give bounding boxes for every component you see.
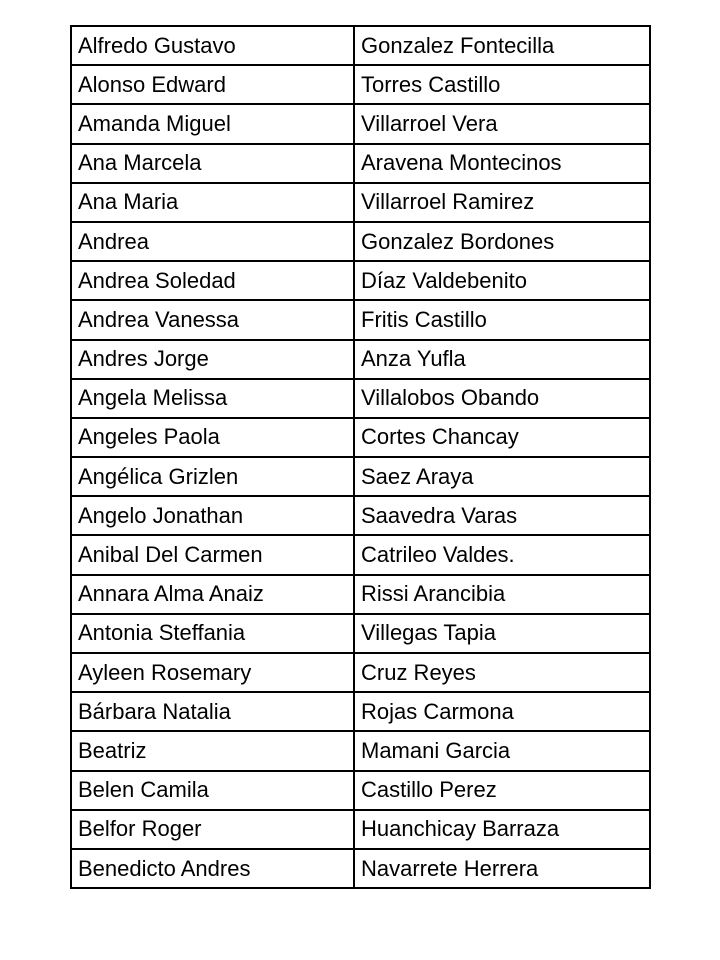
last-name-cell: Saavedra Varas xyxy=(354,496,650,535)
first-name-cell: Belfor Roger xyxy=(71,810,354,849)
last-name-cell: Díaz Valdebenito xyxy=(354,261,650,300)
table-row xyxy=(71,810,650,849)
first-name-cell: Angélica Grizlen xyxy=(71,457,354,496)
table-row xyxy=(71,575,650,614)
first-name-cell: Angela Melissa xyxy=(71,379,354,418)
table-row xyxy=(71,261,650,300)
table-row xyxy=(71,300,650,339)
names-table-body xyxy=(71,26,650,888)
last-name-cell: Fritis Castillo xyxy=(354,300,650,339)
first-name-cell: Angelo Jonathan xyxy=(71,496,354,535)
table-row xyxy=(71,144,650,183)
last-name-cell: Rojas Carmona xyxy=(354,692,650,731)
last-name-cell: Rissi Arancibia xyxy=(354,575,650,614)
table-row xyxy=(71,849,650,888)
last-name-cell: Torres Castillo xyxy=(354,65,650,104)
table-row xyxy=(71,418,650,457)
table-row xyxy=(71,457,650,496)
first-name-cell: Ayleen Rosemary xyxy=(71,653,354,692)
table-row xyxy=(71,692,650,731)
first-name-cell: Antonia Steffania xyxy=(71,614,354,653)
names-table xyxy=(70,25,651,889)
first-name-cell: Bárbara Natalia xyxy=(71,692,354,731)
first-name-cell: Alfredo Gustavo xyxy=(71,26,354,65)
last-name-cell: Huanchicay Barraza xyxy=(354,810,650,849)
last-name-cell: Mamani Garcia xyxy=(354,731,650,770)
last-name-cell: Aravena Montecinos xyxy=(354,144,650,183)
first-name-cell: Andrea Soledad xyxy=(71,261,354,300)
first-name-cell: Annara Alma Anaiz xyxy=(71,575,354,614)
table-row xyxy=(71,653,650,692)
last-name-cell: Villarroel Vera xyxy=(354,104,650,143)
table-row xyxy=(71,65,650,104)
table-row xyxy=(71,496,650,535)
last-name-cell: Castillo Perez xyxy=(354,771,650,810)
last-name-cell: Anza Yufla xyxy=(354,340,650,379)
first-name-cell: Anibal Del Carmen xyxy=(71,535,354,574)
last-name-cell: Catrileo Valdes. xyxy=(354,535,650,574)
first-name-cell: Ana Maria xyxy=(71,183,354,222)
table-row xyxy=(71,26,650,65)
last-name-cell: Gonzalez Fontecilla xyxy=(354,26,650,65)
table-row xyxy=(71,104,650,143)
first-name-cell: Alonso Edward xyxy=(71,65,354,104)
first-name-cell: Andrea xyxy=(71,222,354,261)
last-name-cell: Villalobos Obando xyxy=(354,379,650,418)
first-name-cell: Beatriz xyxy=(71,731,354,770)
table-row xyxy=(71,222,650,261)
table-row xyxy=(71,340,650,379)
last-name-cell: Cruz Reyes xyxy=(354,653,650,692)
table-row xyxy=(71,379,650,418)
table-row xyxy=(71,771,650,810)
table-row xyxy=(71,535,650,574)
last-name-cell: Villegas Tapia xyxy=(354,614,650,653)
last-name-cell: Gonzalez Bordones xyxy=(354,222,650,261)
first-name-cell: Belen Camila xyxy=(71,771,354,810)
last-name-cell: Villarroel Ramirez xyxy=(354,183,650,222)
table-row xyxy=(71,731,650,770)
last-name-cell: Saez Araya xyxy=(354,457,650,496)
first-name-cell: Andrea Vanessa xyxy=(71,300,354,339)
first-name-cell: Benedicto Andres xyxy=(71,849,354,888)
first-name-cell: Andres Jorge xyxy=(71,340,354,379)
table-row xyxy=(71,614,650,653)
first-name-cell: Ana Marcela xyxy=(71,144,354,183)
table-row xyxy=(71,183,650,222)
last-name-cell: Navarrete Herrera xyxy=(354,849,650,888)
first-name-cell: Amanda Miguel xyxy=(71,104,354,143)
first-name-cell: Angeles Paola xyxy=(71,418,354,457)
last-name-cell: Cortes Chancay xyxy=(354,418,650,457)
